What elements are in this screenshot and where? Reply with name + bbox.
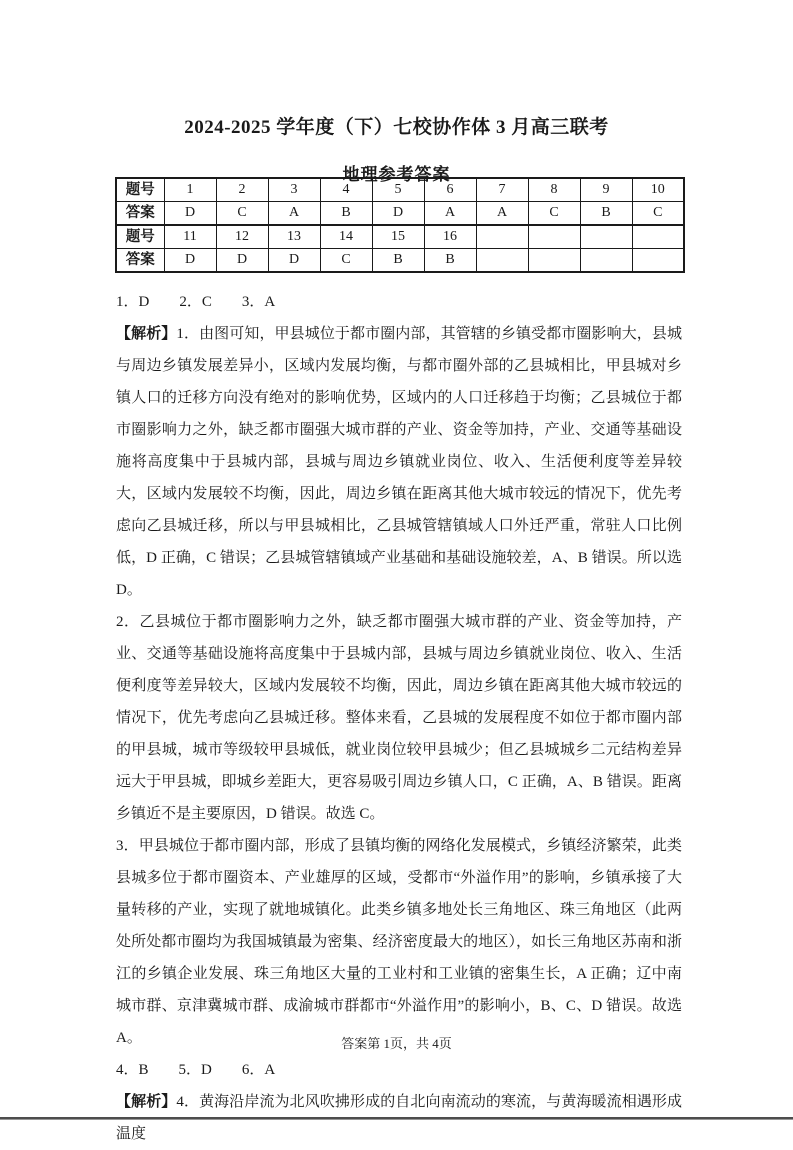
answer-cell: C bbox=[320, 249, 372, 273]
row-header-cell: 题号 bbox=[116, 178, 164, 202]
question-number-cell: 9 bbox=[580, 178, 632, 202]
answer-cell: B bbox=[372, 249, 424, 273]
row-header-cell: 答案 bbox=[116, 249, 164, 273]
question-number-cell bbox=[528, 225, 580, 249]
answer-cell: D bbox=[216, 249, 268, 273]
explanation-4-text: 4．黄海沿岸流为北风吹拂形成的自北向南流动的寒流，与黄海暖流相遇形成温度 bbox=[116, 1094, 682, 1142]
explanation-2-text: 2．乙县城位于都市圈影响力之外，缺乏都市圈强大城市群的产业、资金等加持，产业、交通等基础设施将高度集中于县城内部，县城与周边乡镇就业岗位、收入、生活便利度等差异较大，区域内发展较不均衡，因此，周边乡镇在距离其他大城市较远的情况下，优先考虑向乙县城迁移。整体来看，乙县城的发展程度不如位于都市圈内部的甲县城，城市等级较甲县城低，就业岗位较甲县城少；但乙县城城乡二元结构差异远大于甲县城，即城乡差距大，更容易吸引周边乡镇人口，C 正确，A、B 错误。距离乡镇近不是主要原因，D 错误。故选 C。 bbox=[116, 614, 682, 822]
table-row-question-numbers-1-10 bbox=[116, 178, 684, 202]
answer-cell: C bbox=[528, 202, 580, 226]
question-number-cell bbox=[476, 225, 528, 249]
explanation-2 bbox=[116, 606, 682, 830]
answer-cell: B bbox=[320, 202, 372, 226]
answer-cell: D bbox=[164, 202, 216, 226]
explanation-1 bbox=[116, 318, 682, 606]
question-number-cell: 7 bbox=[476, 178, 528, 202]
answers-line-1-3 bbox=[116, 286, 682, 318]
question-number-cell: 13 bbox=[268, 225, 320, 249]
question-number-cell: 4 bbox=[320, 178, 372, 202]
answer-cell: C bbox=[632, 202, 684, 226]
page-title: 2024-2025 学年度（下）七校协作体 3 月高三联考 bbox=[184, 116, 609, 138]
question-number-cell: 6 bbox=[424, 178, 476, 202]
question-number-cell: 11 bbox=[164, 225, 216, 249]
answer-cell: C bbox=[216, 202, 268, 226]
page-bottom-edge-shadow bbox=[0, 1119, 793, 1120]
answer-explanations bbox=[116, 286, 682, 1150]
explanation-1-text: 1．由图可知，甲县城位于都市圈内部，其管辖的乡镇受都市圈影响大，县城与周边乡镇发展差异小，区域内发展均衡，与都市圈外部的乙县城相比，甲县城对乡镇人口的迁移方向没有绝对的影响优势，区域内的人口迁移趋于均衡；乙县城位于都市圈影响力之外，缺乏都市圈强大城市群的产业、资金等加持，产业、交通等基础设施将高度集中于县城内部，县城与周边乡镇就业岗位、收入、生活便利度等差异较大，区域内发展较不均衡，因此，周边乡镇在距离其他大城市较远的情况下，优先考虑向乙县城迁移，所以与甲县城相比，乙县城管辖镇域人口外迁严重，常驻人口比例低，D 正确，C 错误；乙县城管辖镇域产业基础和基础设施较差，A、B 错误。所以选 D。 bbox=[116, 326, 682, 598]
answer-cell: D bbox=[372, 202, 424, 226]
analysis-label: 【解析】 bbox=[116, 326, 177, 342]
question-number-cell: 14 bbox=[320, 225, 372, 249]
question-number-cell: 12 bbox=[216, 225, 268, 249]
question-number-cell: 1 bbox=[164, 178, 216, 202]
explanation-3-text: 3．甲县城位于都市圈内部，形成了县镇均衡的网络化发展模式，乡镇经济繁荣，此类县城多位于都市圈资本、产业雄厚的区域，受都市“外溢作用”的影响，乡镇承接了大量转移的产业，实现了就地城镇化。此类乡镇多地处长三角地区、珠三角地区（此两处所处都市圈均为我国城镇最为密集、经济密度最大的地区），如长三角地区苏南和浙江的乡镇企业发展、珠三角地区大量的工业村和工业镇的密集生长，A 正确；辽中南城市群、京津冀城市群、成渝城市群都市“外溢作用”的影响小，B、C、D 错误。故选 A。 bbox=[116, 838, 682, 1046]
answer-cell bbox=[632, 249, 684, 273]
answer-cell bbox=[528, 249, 580, 273]
question-number-cell: 2 bbox=[216, 178, 268, 202]
question-number-cell: 16 bbox=[424, 225, 476, 249]
analysis-label: 【解析】 bbox=[116, 1094, 177, 1110]
answer-cell: A bbox=[476, 202, 528, 226]
answer-cell: A bbox=[268, 202, 320, 226]
answer-cell: B bbox=[580, 202, 632, 226]
question-number-cell: 15 bbox=[372, 225, 424, 249]
question-number-cell bbox=[580, 225, 632, 249]
answer-cell: B bbox=[424, 249, 476, 273]
question-number-cell: 3 bbox=[268, 178, 320, 202]
question-number-cell: 5 bbox=[372, 178, 424, 202]
answer-cell bbox=[476, 249, 528, 273]
answer-cell bbox=[580, 249, 632, 273]
answer-table bbox=[115, 177, 685, 273]
table-row-answers-1-10 bbox=[116, 202, 684, 226]
question-number-cell bbox=[632, 225, 684, 249]
table-row-question-numbers-11-16 bbox=[116, 225, 684, 249]
page-subtitle: 地理参考答案 bbox=[342, 165, 451, 185]
answers-1-3-text: 1．D 2．C 3．A bbox=[116, 294, 276, 310]
explanation-3 bbox=[116, 830, 682, 1054]
question-number-cell: 8 bbox=[528, 178, 580, 202]
answer-cell: A bbox=[424, 202, 476, 226]
answer-cell: D bbox=[268, 249, 320, 273]
table-row-answers-11-16 bbox=[116, 249, 684, 273]
row-header-cell: 题号 bbox=[116, 225, 164, 249]
page-footer: 答案第 1页，共 4页 bbox=[341, 1036, 452, 1051]
row-header-cell: 答案 bbox=[116, 202, 164, 226]
question-number-cell: 10 bbox=[632, 178, 684, 202]
answers-4-6-text: 4．B 5．D 6．A bbox=[116, 1062, 276, 1078]
answer-cell: D bbox=[164, 249, 216, 273]
answers-line-4-6 bbox=[116, 1054, 682, 1086]
